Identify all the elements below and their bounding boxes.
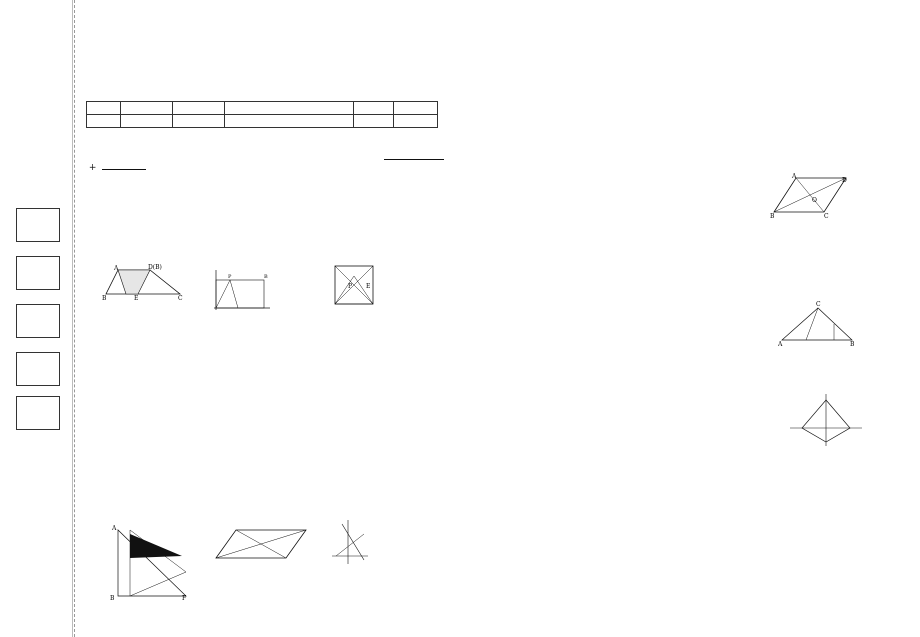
q2-row: + — [86, 163, 146, 174]
score-header-cell — [225, 102, 353, 115]
score-header-cell — [87, 102, 121, 115]
score-header-cell — [173, 102, 225, 115]
score-cell[interactable] — [353, 115, 393, 128]
figure-q5 — [208, 266, 274, 312]
score-header-row — [87, 102, 438, 115]
svg-text:C: C — [178, 295, 183, 302]
figure-q12 — [770, 172, 850, 220]
svg-text:O: O — [812, 197, 817, 204]
q8-row — [86, 413, 104, 428]
figure-q6 — [330, 262, 380, 308]
score-table — [86, 101, 438, 128]
svg-text:A: A — [114, 265, 119, 272]
figure-q14 — [778, 300, 858, 346]
svg-text:A: A — [778, 341, 783, 346]
svg-text:C: C — [824, 213, 829, 220]
figure-q9 — [214, 526, 310, 562]
svg-text:B: B — [110, 595, 115, 602]
field-bianhao[interactable] — [16, 208, 60, 242]
svg-text:C: C — [816, 301, 821, 308]
svg-text:D(B): D(B) — [148, 264, 162, 271]
score-row — [87, 115, 438, 128]
score-cell[interactable] — [225, 115, 353, 128]
svg-text:D: D — [842, 177, 847, 184]
figure-q10 — [328, 516, 370, 566]
field-xiangzhen[interactable] — [16, 396, 60, 430]
score-row-label — [87, 115, 121, 128]
figure-q16 — [788, 392, 864, 448]
cut-line — [74, 0, 75, 637]
score-header-cell — [121, 102, 173, 115]
score-header-cell — [393, 102, 437, 115]
score-cell[interactable] — [173, 115, 225, 128]
score-cell[interactable] — [393, 115, 437, 128]
q2-answer-blank[interactable] — [102, 169, 146, 170]
binding-strip — [0, 0, 73, 637]
field-xingming[interactable] — [16, 256, 60, 290]
figure-q4 — [100, 262, 186, 302]
svg-text:P: P — [228, 274, 232, 280]
score-cell[interactable] — [121, 115, 173, 128]
svg-text:F: F — [182, 595, 187, 602]
svg-text:B: B — [770, 213, 775, 220]
field-xuexiao[interactable] — [16, 352, 60, 386]
field-banji[interactable] — [16, 304, 60, 338]
svg-text:B: B — [850, 341, 855, 346]
svg-text:E: E — [134, 295, 139, 302]
svg-text:A: A — [792, 173, 797, 180]
svg-text:B: B — [264, 274, 268, 280]
score-header-cell — [353, 102, 393, 115]
svg-text:A: A — [112, 525, 117, 532]
svg-text:P: P — [348, 283, 353, 290]
svg-text:E: E — [366, 283, 371, 290]
q17-row — [519, 466, 522, 477]
figure-q7 — [104, 522, 192, 602]
svg-text:B: B — [102, 295, 107, 302]
q1-answer-blank[interactable] — [384, 149, 444, 160]
